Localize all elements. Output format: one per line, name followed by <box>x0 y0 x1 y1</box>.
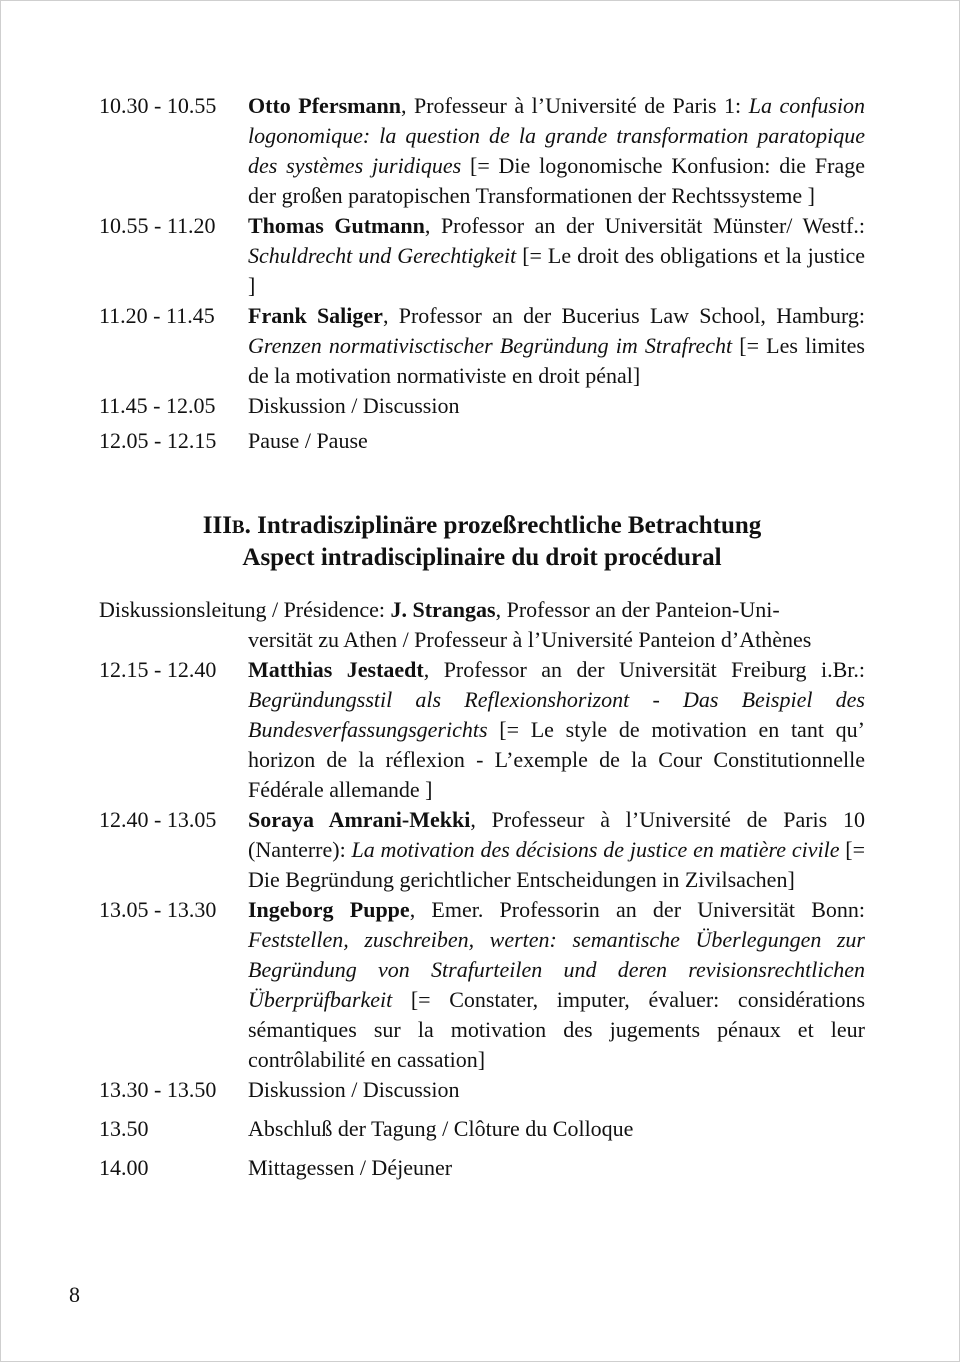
speaker-name: Soraya Amrani-Mekki <box>248 807 471 832</box>
talk-translation: [= Les limites de la motivation normativiste en droit pénal] <box>248 333 865 388</box>
talk-time: 10.55 - 11.20 <box>99 213 216 238</box>
talk-entry <box>99 805 865 895</box>
break-entry <box>99 1075 865 1105</box>
talk-translation: [= Le droit des obligations et la justice ] <box>248 243 865 298</box>
talk-time: 12.15 - 12.40 <box>99 657 217 682</box>
chair-name: J. Strangas <box>390 597 496 622</box>
talk-entry <box>99 211 865 301</box>
section-letter: B <box>231 517 245 538</box>
chair-affiliation: , Professor an der Panteion-Uni- <box>495 597 780 622</box>
talk-translation: [= Constater, imputer, évaluer: considérations sémantiques sur la motivation des jugements pénaux et leur contrôlabilité en cassation] <box>248 987 865 1072</box>
break-label: Diskussion / Discussion <box>248 1077 460 1102</box>
speaker-name: Thomas Gutmann <box>248 213 425 238</box>
break-entry <box>99 1153 865 1183</box>
talk-body <box>248 91 865 211</box>
talk-translation: [= Le style de motivation en tant qu’ horizon de la réflexion - L’exemple de la Cour Constitutionnelle Fédérale allemande ] <box>248 717 865 802</box>
break-entry <box>99 391 865 421</box>
section-subtitle: Aspect intradisciplinaire du droit procédural <box>242 544 722 571</box>
talk-entry <box>99 301 865 391</box>
break-time: 11.45 - 12.05 <box>99 393 216 418</box>
break-label: Abschluß der Tagung / Clôture du Colloque <box>248 1116 634 1141</box>
talk-time: 11.20 - 11.45 <box>99 303 215 328</box>
talk-title: Begründungsstil als Reflexionshorizont - Das Beispiel des Bundesverfassungsgerichts <box>248 687 865 742</box>
break-label: Mittagessen / Déjeuner <box>248 1155 453 1180</box>
break-time: 13.50 <box>99 1116 149 1141</box>
talk-time: 12.40 - 13.05 <box>99 807 217 832</box>
talk-body <box>248 301 865 391</box>
chair-line-2: versität zu Athen / Professeur à l’Université Panteion d’Athènes <box>248 627 812 652</box>
page-number: 8 <box>69 1282 80 1307</box>
talk-translation: [= Die Begründung gerichtlicher Entscheidungen in Zivilsachen] <box>248 837 866 892</box>
speaker-affiliation: , Emer. Professorin an der Universität Bonn: <box>409 897 865 922</box>
speaker-name: Ingeborg Puppe <box>248 897 410 922</box>
break-time: 14.00 <box>99 1155 149 1180</box>
talk-title: Schuldrecht und Gerechtigkeit <box>248 243 517 268</box>
talk-time: 13.05 - 13.30 <box>99 897 217 922</box>
break-label: Pause / Pause <box>248 428 368 453</box>
section-title <box>99 511 865 543</box>
talk-entry <box>99 895 865 1075</box>
break-label: Diskussion / Discussion <box>248 393 460 418</box>
talk-translation: [= Die logonomische Konfusion: die Frage der großen paratopischen Transformationen der Rechtssysteme ] <box>248 153 865 208</box>
talk-title: Grenzen normativisctischer Begründung im Strafrecht <box>248 333 733 358</box>
talk-body <box>248 655 865 805</box>
talk-entry <box>99 655 865 805</box>
section-heading <box>99 511 865 573</box>
talk-body <box>248 895 865 1075</box>
section-title-text: . Intradisziplinäre prozeßrechtliche Betrachtung <box>244 512 762 539</box>
program-content <box>99 91 865 1183</box>
speaker-affiliation: , Professeur à l’Université de Paris 1: <box>400 93 742 118</box>
talk-body <box>248 805 865 895</box>
speaker-affiliation: , Professeur à l’Université de Paris 10 (Nanterre): <box>248 807 865 862</box>
speaker-affiliation: , Professor an der Universität Freiburg i.Br.: <box>423 657 865 682</box>
break-time: 12.05 - 12.15 <box>99 428 217 453</box>
talk-title: Feststellen, zuschreiben, werten: semantische Überlegungen zur Begründung von Strafurteilen und deren revisionsrechtlichen Überprüfbarkeit <box>248 927 865 1012</box>
speaker-name: Frank Saliger <box>248 303 383 328</box>
speaker-affiliation: , Professor an der Universität Münster/ Westf.: <box>424 213 865 238</box>
break-entry <box>99 426 865 456</box>
talk-entry <box>99 91 865 211</box>
break-time: 13.30 - 13.50 <box>99 1077 217 1102</box>
talk-time: 10.30 - 10.55 <box>99 93 217 118</box>
talk-title: La motivation des décisions de justice en matière civile <box>351 837 840 862</box>
chair-line-1 <box>99 595 865 625</box>
section-number: III <box>202 512 232 539</box>
break-entry <box>99 1114 865 1144</box>
session-chair <box>99 595 865 655</box>
chair-label: Diskussionsleitung / Présidence: <box>99 597 391 622</box>
speaker-name: Matthias Jestaedt <box>248 657 424 682</box>
talk-body <box>248 211 865 301</box>
talk-title: La confusion logonomique: la question de la grande transformation paratopique des systèmes juridiques <box>248 93 866 178</box>
speaker-name: Otto Pfersmann <box>248 93 401 118</box>
speaker-affiliation: , Professor an der Bucerius Law School, Hamburg: <box>382 303 865 328</box>
